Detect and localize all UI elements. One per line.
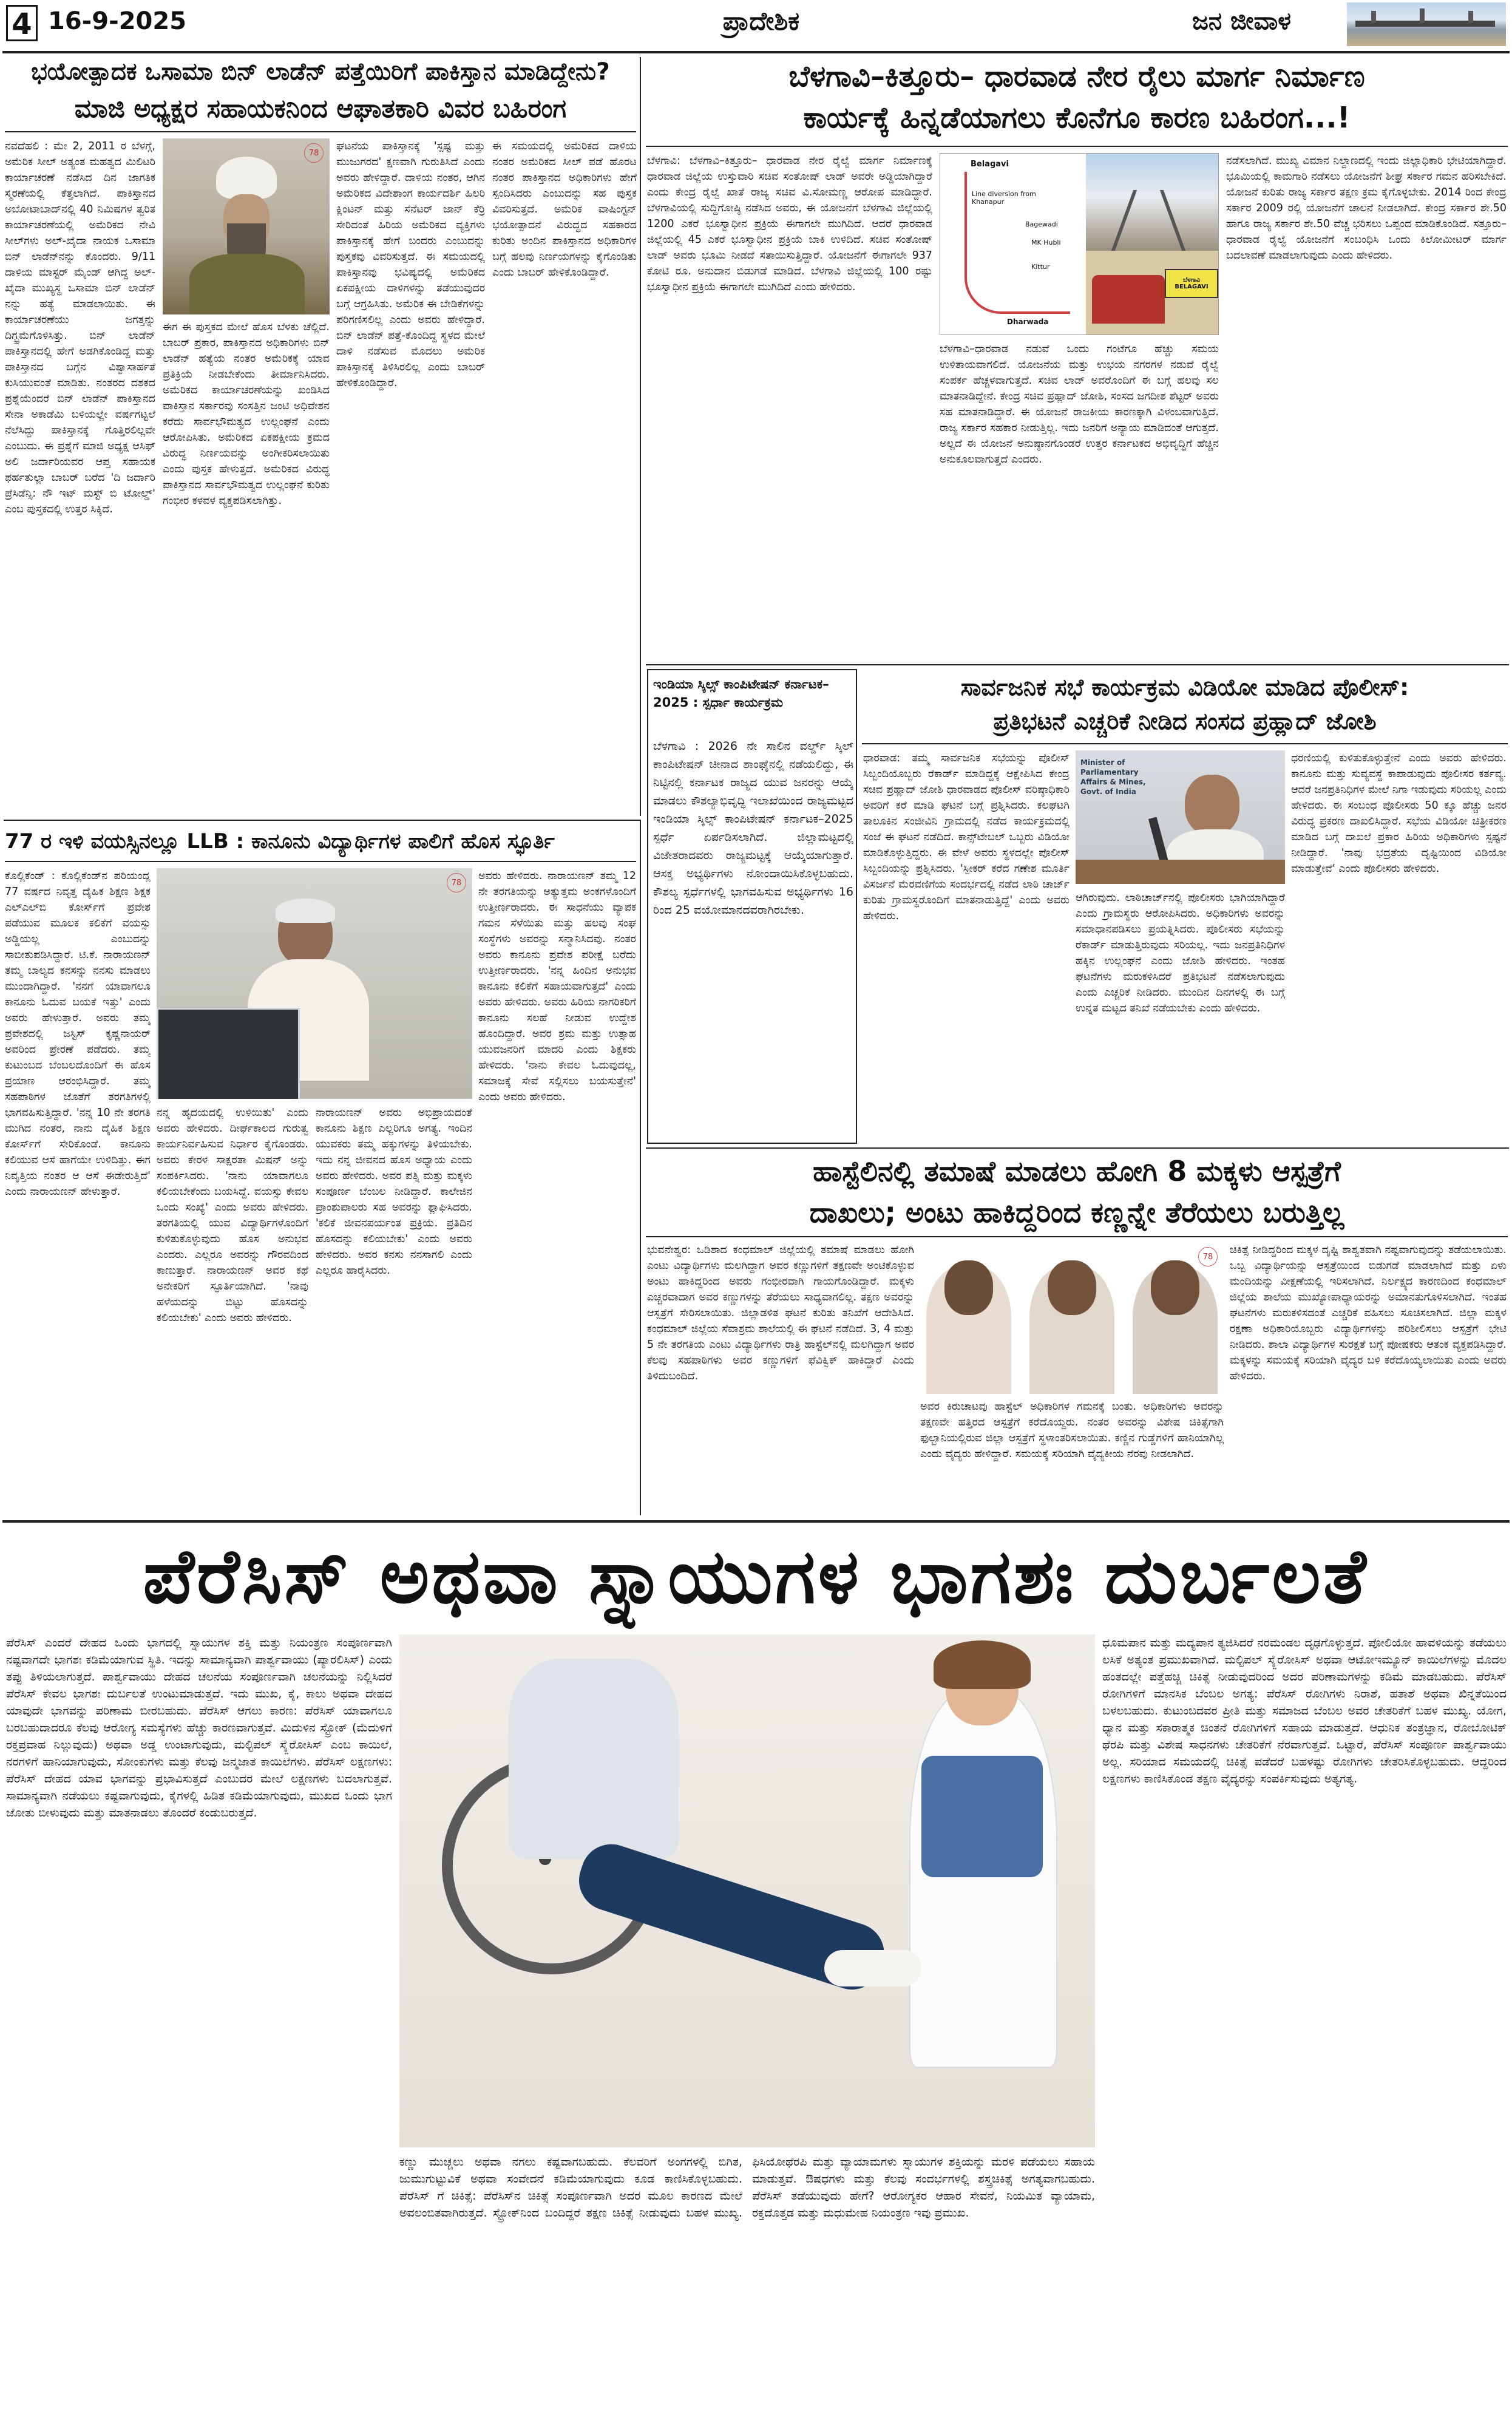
map-label-diversion: Line diversion from Khanapur — [972, 190, 1036, 206]
map-label-dharwada: Dharwada — [1007, 318, 1049, 326]
joshi-photo — [1076, 750, 1285, 884]
osama-col-4: ಈ ಸಮಯದಲ್ಲಿ ಅಮೆರಿಕದ ದಾಳಿಯ ನಂತರ ಅಮೆರಿಕದ ಸೀಲ್ ಪಡೆ ಹೊರಟ ನಂತರ ಪಾಕಿಸ್ತಾನದ ಅಧಿಕಾರಿಗಳು ಹೇಗೆ ಸ್ಪಂದಿಸಿದರು ಎಂಬುದನ್ನು ಸಹ ಪುಸ್ತಕ ವಿವರಿಸುತ್ತದೆ. ಅಮೆರಿಕ ವಾಷಿಂಗ್ಟನ್ ಭಯೋತ್ಪಾದನೆ ವಿರುದ್ಧದ ಸಹಕಾರದ ಕುರಿತು ಅಂದಿನ ಪಾಕಿಸ್ತಾನದ ಅಧಿಕಾರಿಗಳ ಬಗ್ಗೆ ಹಲವು ನಿರ್ಣಯಗಳನ್ನು ಕೈಗೊಂಡಿತು ಎಂದು ಬಾಬರ್ ಹೇಳಿಕೊಂಡಿದ್ದಾರೆ. — [492, 140, 637, 279]
section-title: ಪ್ರಾದೇಶಿಕ — [722, 6, 800, 36]
belagavi-col-1: ಬೆಳಗಾವಿ: ಬೆಳಗಾವಿ–ಕಿತ್ತೂರು– ಧಾರವಾಡ ನೇರ ರೈಲ್ವೆ ಮಾರ್ಗ ನಿರ್ಮಾಣಕ್ಕೆ ಧಾರವಾಡ ಜಿಲ್ಲೆಯ ಉಸ್ತುವಾರಿ ಸಚಿವ ಸಂತೋಷ್ ಲಾಡ್ ಅವರೇ ಅಡ್ಡಿಯಾಗಿದ್ದಾರೆ ಎಂದು ಕೇಂದ್ರ ರೈಲ್ವೆ ಖಾತೆ ರಾಜ್ಯ ಸಚಿವ ವಿ.ಸೋಮಣ್ಣ ಆರೋಪ ಮಾಡಿದ್ದಾರೆ. ಬೆಳಗಾವಿಯಲ್ಲಿ ಸುದ್ದಿಗೋಷ್ಠಿ ನಡೆಸಿದ ಅವರು, ಈ ಯೋಜನೆಗೆ ಬೆಳಗಾವಿ ಜಿಲ್ಲೆಯಲ್ಲಿ 1200 ಎಕರೆ ಭೂಸ್ವಾಧೀನ ಪ್ರಕ್ರಿಯೆ ಈಗಾಗಲೇ ಮುಗಿದಿದೆ. ಆದರೆ ಧಾರವಾಡ ಜಿಲ್ಲೆಯಲ್ಲಿ 45 ಎಕರೆ ಭೂಸ್ವಾಧೀನ ಪ್ರಕ್ರಿಯೆ ಬಾಕಿ ಉಳಿದಿದೆ. ಸಚಿವ ಸಂತೋಷ್ ಲಾಡ್ ಅವರು ಭೂಮಿ ನೀಡದೆ ಸತಾಯಿಸುತ್ತಿದ್ದಾರೆ. ಯೋಜನೆಗೆ ಈಗಾಗಲೇ 937 ಕೋಟಿ ರೂ. ಅನುದಾನ ಬಿಡುಗಡೆ ಮಾಡಿದೆ. ಬೆಳಗಾವಿ ಜಿಲ್ಲೆಯಲ್ಲಿ 100 ರಷ್ಟು ಭೂಸ್ವಾಧೀನ ಪ್ರಕ್ರಿಯೆ ಈಗಾಗಲೇ ಮುಗಿದಿದೆ ಎಂದು ಹೇಳಿದರು. — [647, 155, 932, 293]
publisher-mark-icon: 78 — [1198, 1247, 1218, 1266]
hostel-rule — [646, 1236, 1508, 1237]
osama-col-2: ಘಟನೆಯ ಪಾಕಿಸ್ತಾನಕ್ಕೆ 'ಸ್ಪಷ್ಟ ಮತ್ತು ಮುಜುಗರದ' ಕ್ಷಣವಾಗಿ ಗುರುತಿಸಿದೆ ಎಂದು ಅವರು ಹೇಳಿದ್ದಾರೆ. ದಾಳಿಯ ನಂತರ, ಆಗಿನ ಅಮೆರಿಕದ ವಿದೇಶಾಂಗ ಕಾರ್ಯದರ್ಶಿ ಹಿಲರಿ ಕ್ಲಿಂಟನ್ ಮತ್ತು ಸೆನೆಟರ್ ಜಾನ್ ಕೆರ್ರಿ ಸೇರಿದಂತೆ ಹಿರಿಯ ಅಮೆರಿಕದ ವ್ಯಕ್ತಿಗಳು ಪಾಕಿಸ್ತಾನಕ್ಕೆ ಹೇಗೆ ಬಂದರು ಎಂಬುದನ್ನು ಪುಸ್ತಕವು ವಿವರಿಸುತ್ತದೆ. ಈ ಸಮಯದಲ್ಲಿ ಪಾಕಿಸ್ತಾನವು ಭವಿಷ್ಯದಲ್ಲಿ ಅಮೆರಿಕದ ಏಕಪಕ್ಷೀಯ ದಾಳಿಗಳನ್ನು ತಡೆಯುವುದರ ಬಗ್ಗೆ ಆಗ್ರಹಿಸಿತು. ಅಮೆರಿಕ ಈ ಬೇಡಿಕೆಗಳನ್ನು ಪರಿಗಣಿಸಲಿಲ್ಲ ಎಂದು ಅವರು ಹೇಳಿದ್ದಾರೆ. ಬಿನ್ ಲಾಡೆನ್ ಪತ್ತೆ-ಕೊಂದಿದ್ದ ಸ್ಥಳದ ಮೇಲೆ ದಾಳಿ ನಡೆಸುವ ಮೊದಲು ಅಮೆರಿಕ ಪಾಕಿಸ್ತಾನಕ್ಕೆ ತಿಳಿಸಿರಲಿಲ್ಲ ಎಂದು ಬಾಬರ್ ಹೇಳಿಕೊಂಡಿದ್ದಾರೆ. — [336, 140, 485, 389]
paresis-photo — [399, 1634, 1095, 2147]
osama-headline-2: ಮಾಜಿ ಅಧ್ಯಕ್ಷರ ಸಹಾಯಕನಿಂದ ಆಘಾತಕಾರಿ ವಿವರ ಬಹಿರಂಗ — [74, 93, 567, 123]
publisher-mark-icon: 78 — [304, 143, 324, 163]
belagavi-col-3: ನಡೆಸಲಾಗಿದೆ. ಮುಖ್ಯ ವಿಮಾನ ನಿಲ್ದಾಣದಲ್ಲಿ ಇಂದು ಜಿಲ್ಲಾಧಿಕಾರಿ ಭೇಟಿಯಾಗಿದ್ದಾರೆ. ಭೂಮಿಯಲ್ಲಿ ಕಾಮಗಾರಿ ನಡೆಸಲು ಯೋಜನೆಗೆ ಶೀಘ್ರ ಸರ್ಕಾರ ಗಮನ ಹರಿಸಬೇಕಿದೆ. ಯೋಜನೆ ಕುರಿತು ರಾಜ್ಯ ಸರ್ಕಾರ ತಕ್ಷಣ ಕ್ರಮ ಕೈಗೊಳ್ಳಬೇಕು. 2014 ರಿಂದ ಕೇಂದ್ರ ಸರ್ಕಾರ 2009 ರಲ್ಲಿ ಯೋಜನೆಗೆ ಚಾಲನೆ ನೀಡಲಾಗಿದೆ. ಕೇಂದ್ರ ಸರ್ಕಾರ ಶೇ.50 ಹಾಗೂ ರಾಜ್ಯ ಸರ್ಕಾರ ಶೇ.50 ವೆಚ್ಚ ಭರಿಸಲು ಒಪ್ಪಂದ ಮಾಡಿಕೊಂಡಿದೆ. ಸತ್ತೂರು–ಧಾರವಾಡ ರೈಲ್ವೆ ಯೋಜನೆಗೆ ಸಂಬಂಧಿಸಿ ಒಂದು ಕಿಲೋಮೀಟರ್ ಮಾರ್ಗ ಬದಲಾವಣೆ ಮಾಡಲಾಗುವುದು ಎಂದು ಹೇಳಿದರು. — [1226, 155, 1507, 262]
osama-headline-1: ಭಯೋತ್ಪಾದಕ ಒಸಾಮಾ ಬಿನ್ ಲಾಡೆನ್ ಪತ್ತೆಯಿರಿಗೆ ಪಾಕಿಸ್ತಾನ ಮಾಡಿದ್ದೇನು? — [31, 58, 610, 86]
paper-name: ಜನ ಜೀವಾಳ — [1192, 7, 1291, 35]
llb-col-4: ನಾರಾಯಣನ್ ಅವರು ಅಭಿಪ್ರಾಯದಂತೆ ಕಾನೂನು ಶಿಕ್ಷಣ ಎಲ್ಲರಿಗೂ ಅಗತ್ಯ. ಇಂದಿನ ಯುವಕರು ತಮ್ಮ ಹಕ್ಕುಗಳನ್ನು ತಿಳಿಯಬೇಕು. ಇದು ನನ್ನ ಜೀವನದ ಹೊಸ ಅಧ್ಯಾಯ ಎಂದು ಅವರು ಹೇಳಿದರು. ಅವರ ಪತ್ನಿ ಮತ್ತು ಮಕ್ಕಳು ಸಂಪೂರ್ಣ ಬೆಂಬಲ ನೀಡಿದ್ದಾರೆ. ಕಾಲೇಜಿನ ಪ್ರಾಂಶುಪಾಲರು ಸಹ ಅವರನ್ನು ಶ್ಲಾಘಿಸಿದರು. 'ಕಲಿಕೆ ಜೀವನಪರ್ಯಂತ ಪ್ರಕ್ರಿಯೆ. ಪ್ರತಿದಿನ ಹೊಸದನ್ನು ಕಲಿಯಬೇಕು' ಎಂದು ಅವರು ಹೇಳಿದರು. ಅವರ ಕನಸು ನನಸಾಗಲಿ ಎಂದು ಎಲ್ಲರೂ ಹಾರೈಸಿದರು. — [316, 1107, 472, 1277]
joshi-col-3: ಧರಣಿಯಲ್ಲಿ ಕುಳಿತುಕೊಳ್ಳುತ್ತೇನೆ ಎಂದು ಅವರು ಹೇಳಿದರು. ಕಾನೂನು ಮತ್ತು ಸುವ್ಯವಸ್ಥೆ ಕಾಪಾಡುವುದು ಪೊಲೀಸರ ಕರ್ತವ್ಯ. ಆದರೆ ಜನಪ್ರತಿನಿಧಿಗಳ ಮೇಲೆ ನಿಗಾ ಇಡುವುದು ಸರಿಯಲ್ಲ ಎಂದು ಹೇಳಿದರು. ಈ ಸಂಬಂಧ ಪೊಲೀಸರು 50 ಕ್ಕೂ ಹೆಚ್ಚು ಜನರ ವಿರುದ್ಧ ಪ್ರಕರಣ ದಾಖಲಿಸಿದ್ದಾರೆ. ಸಭೆಯ ವಿಡಿಯೋ ಚಿತ್ರೀಕರಣ ಮಾಡಿದ ಬಗ್ಗೆ ದಾಖಲೆ ಪ್ರಕಾರ ಹಿರಿಯ ಅಧಿಕಾರಿಗಳು ಸ್ಪಷ್ಟನೆ ನೀಡಿದ್ದಾರೆ. 'ನಾವು ಭದ್ರತೆಯ ದೃಷ್ಟಿಯಿಂದ ವಿಡಿಯೋ ಮಾಡುತ್ತೇವೆ' ಎಂದು ಪೊಲೀಸರು ಹೇಳಿದರು. — [1291, 752, 1507, 875]
skills-title: ಇಂಡಿಯಾ ಸ್ಕಿಲ್ಸ್ ಕಾಂಪಿಟೇಷನ್ ಕರ್ನಾಟಕ–2025 : ಸ್ಪರ್ಧಾ ಕಾರ್ಯಕ್ರಮ — [653, 677, 829, 710]
joshi-bottom-rule — [646, 1147, 1509, 1149]
train-image — [1086, 251, 1219, 335]
paresis-col-1: ಪೆರೆಸಿಸ್ ಎಂದರೆ ದೇಹದ ಒಂದು ಭಾಗದಲ್ಲಿ ಸ್ನಾಯುಗಳ ಶಕ್ತಿ ಮತ್ತು ನಿಯಂತ್ರಣ ಸಂಪೂರ್ಣವಾಗಿ ನಷ್ಟವಾಗದೇ ಭಾಗಶಃ ಕಡಿಮೆಯಾಗುವ ಸ್ಥಿತಿ. ಇದನ್ನು ಸಾಮಾನ್ಯವಾಗಿ ಪಾರ್ಶ್ವವಾಯು (ಪ್ಯಾರಲಿಸಿಸ್) ಎಂದು ತಪ್ಪು ತಿಳಿಯಲಾಗುತ್ತದೆ. ಪಾರ್ಶ್ವವಾಯು ದೇಹದ ಚಲನೆಯ ಸಂಪೂರ್ಣವಾಗಿ ಚಲನೆಯನ್ನು ನಿಲ್ಲಿಸಿದರೆ ಪೆರೆಸಿಸ್ ಕೇವಲ ಭಾಗಶಃ ದುರ್ಬಲತೆ ಉಂಟುಮಾಡುತ್ತದೆ. ಇದು ಮುಖ, ಕೈ, ಕಾಲು ಅಥವಾ ದೇಹದ ಯಾವುದೇ ಭಾಗವನ್ನು ಪರಿಣಾಮ ಬೀರಬಹುದು. ಪೆರೆಸಿಸ್ ಆಗಲು ಕಾರಣ: ಪೆರೆಸಿಸ್ ಯಾವಾಗಲೂ ಬರಬಹುದಾದರೂ ಕೆಲವು ಆರೋಗ್ಯ ಸಮಸ್ಯೆಗಳು ಹೆಚ್ಚು ಕಾರಣವಾಗುತ್ತವೆ. ಮಿದುಳಿನ ಸ್ಟ್ರೋಕ್ (ಮೆದುಳಿಗೆ ರಕ್ತಪ್ರವಾಹ ನಿಲ್ಲುವುದು) ಅಥವಾ ಅಡ್ಡ ಉಂಟಾಗುವುದು, ಮಲ್ಟಿಪಲ್ ಸ್ಕ್ಲೆರೋಸಿಸ್ ಎಂಬ ಕಾಯಿಲೆ, ನರಗಳಿಗೆ ಹಾನಿಯಾಗುವುದು, ಸೋಂಕುಗಳು ಮತ್ತು ಕೆಲವು ಜನ್ಮಜಾತ ಕಾಯಿಲೆಗಳು. ಪೆರೆಸಿಸ್ ಲಕ್ಷಣಗಳು: ಪೆರೆಸಿಸ್ ದೇಹದ ಯಾವ ಭಾಗವನ್ನು ಪ್ರಭಾವಿಸುತ್ತದೆ ಎಂಬುದರ ಮೇಲೆ ಲಕ್ಷಣಗಳು ಬದಲಾಗುತ್ತವೆ. ಸಾಮಾನ್ಯವಾಗಿ ನಡೆಯಲು ಕಷ್ಟವಾಗುವುದು, ಕೈಗಳಲ್ಲಿ ಹಿಡಿತ ಕಡಿಮೆಯಾಗುವುದು, ಮುಖದ ಒಂದು ಭಾಗ ಜೋತು ಬೀಳುವುದು ಮತ್ತು ಮಾತನಾಡಲು ತೊಂದರೆ ಕಂಡುಬರುತ್ತದೆ. — [6, 1636, 392, 1820]
belagavi-rule — [646, 146, 1508, 147]
joshi-col-1: ಧಾರವಾಡ: ತಮ್ಮ ಸಾರ್ವಜನಿಕ ಸಭೆಯನ್ನು ಪೊಲೀಸ್ ಸಿಬ್ಬಂದಿಯೊಬ್ಬರು ರೆಕಾರ್ಡ್ ಮಾಡಿದ್ದಕ್ಕೆ ಆಕ್ಷೇಪಿಸಿದ ಕೇಂದ್ರ ಸಚಿವ ಪ್ರಹ್ಲಾದ್ ಜೋಶಿ ಧಾರವಾಡದ ಪೊಲೀಸ್ ವರಿಷ್ಠಾಧಿಕಾರಿ ಅವರಿಗೆ ಕರೆ ಮಾಡಿ ಘಟನೆ ಬಗ್ಗೆ ಪ್ರಶ್ನಿಸಿದರು. ಕಲಘಟಗಿ ತಾಲೂಕಿನ ಸಂಜೀವಿನಿ ಗ್ರಾಮದಲ್ಲಿ ನಡೆದ ಕಾರ್ಯಕ್ರಮದಲ್ಲಿ ಸಂಜೆ ಈ ಘಟನೆ ನಡೆದಿದೆ. ಕಾನ್ಸ್‌ಟೇಬಲ್ ಒಬ್ಬರು ವಿಡಿಯೋ ಮಾಡಿಕೊಳ್ಳುತ್ತಿದ್ದರು. ಈ ವೇಳೆ ಅವರು ಸ್ಥಳದಲ್ಲೇ ಪೊಲೀಸ್ ಸಿಬ್ಬಂದಿಯನ್ನು ಪ್ರಶ್ನಿಸಿದರು. 'ಸ್ಪೀಕರ್ ಕರೆದ ಗಣೇಶ ಮೂರ್ತಿ ವಿಸರ್ಜನೆ ಮೆರವಣಿಗೆಯ ಸಂದರ್ಭದಲ್ಲಿ ನಡೆದ ಲಾಠಿ ಚಾರ್ಜ್ ಕುರಿತು ಗ್ರಾಮಸ್ಥರೊಂದಿಗೆ ಮಾತನಾಡುತ್ತಿದ್ದೆ' ಎಂದು ಅವರು ಹೇಳಿದರು. — [863, 752, 1070, 922]
hostel-col-1: ಭುವನೇಶ್ವರ: ಒಡಿಶಾದ ಕಂಧಮಾಲ್ ಜಿಲ್ಲೆಯಲ್ಲಿ ತಮಾಷೆ ಮಾಡಲು ಹೋಗಿ ಎಂಟು ವಿದ್ಯಾರ್ಥಿಗಳು ಮಲಗಿದ್ದಾಗ ಅವರ ಕಣ್ಣುಗಳಿಗೆ ತಕ್ಷಣವೇ ಅಂಟಿಕೊಳ್ಳುವ ಅಂಟು ಹಾಕಿದ್ದರಿಂದ ಅವರು ಗಂಭೀರವಾಗಿ ಗಾಯಗೊಂಡಿದ್ದಾರೆ. ಮಕ್ಕಳು ಎಚ್ಚರವಾದಾಗ ಅವರ ಕಣ್ಣುಗಳನ್ನು ತೆರೆಯಲು ಸಾಧ್ಯವಾಗಲಿಲ್ಲ. ತಕ್ಷಣ ಅವರನ್ನು ಆಸ್ಪತ್ರೆಗೆ ಸೇರಿಸಲಾಯಿತು. ಜಿಲ್ಲಾಡಳಿತ ಘಟನೆ ಕುರಿತು ತನಿಖೆಗೆ ಆದೇಶಿಸಿದೆ. ಕಂಧಮಾಲ್ ಜಿಲ್ಲೆಯ ಸೆವಾಶ್ರಮ ಶಾಲೆಯಲ್ಲಿ ಈ ಘಟನೆ ನಡೆದಿದೆ. 3, 4 ಮತ್ತು 5 ನೇ ತರಗತಿಯ ಎಂಟು ವಿದ್ಯಾರ್ಥಿಗಳು ರಾತ್ರಿ ಹಾಸ್ಟೆಲ್‌ನಲ್ಲಿ ಮಲಗಿದ್ದಾಗ ಅವರ ಕೆಲವು ಸಹಪಾಠಿಗಳು ಅವರ ಕಣ್ಣುಗಳಿಗೆ ಫೆವಿಕ್ವಿಕ್ ಹಾಕಿದ್ದಾರೆ ಎಂದು ತಿಳಿದುಬಂದಿದೆ. — [647, 1244, 914, 1382]
map-label-mkhubli: MK Hubli — [1031, 239, 1061, 246]
hostel-headline-2: ದಾಖಲು; ಅಂಟು ಹಾಕಿದ್ದರಿಂದ ಕಣ್ಣನ್ನೇ ತೆರೆಯಲು ಬರುತ್ತಿಲ್ಲ — [809, 1196, 1344, 1229]
belagavi-bottom-rule — [646, 664, 1509, 665]
joshi-col-2: ಆಗಿರುವುದು. ಲಾಠಿಚಾರ್ಜ್‌ನಲ್ಲಿ ಪೊಲೀಸರು ಭಾಗಿಯಾಗಿದ್ದಾರೆ ಎಂದು ಗ್ರಾಮಸ್ಥರು ಆರೋಪಿಸಿದರು. ಅಧಿಕಾರಿಗಳು ಅವರನ್ನು ಸಮಾಧಾನಪಡಿಸಲು ಪ್ರಯತ್ನಿಸಿದರು. ಪೊಲೀಸರು ಸಭೆಯನ್ನು ರೆಕಾರ್ಡ್ ಮಾಡುತ್ತಿರುವುದು ಸರಿಯಲ್ಲ. ಇದು ಜನಪ್ರತಿನಿಧಿಗಳ ಹಕ್ಕಿನ ಉಲ್ಲಂಘನೆ ಎಂದು ಜೋಶಿ ಹೇಳಿದರು. ಇಂತಹ ಘಟನೆಗಳು ಮರುಕಳಿಸಿದರೆ ಪ್ರತಿಭಟನೆ ನಡೆಸಲಾಗುವುದು ಎಂದು ಎಚ್ಚರಿಕೆ ನೀಡಿದರು. ಮುಂದಿನ ದಿನಗಳಲ್ಲಿ ಈ ಬಗ್ಗೆ ಉನ್ನತ ಮಟ್ಟದ ತನಿಖೆ ನಡೆಯಬೇಕು ಎಂದು ಹೇಳಿದರು. — [1076, 892, 1285, 1014]
map-label-belagavi: Belagavi — [971, 160, 1009, 169]
osama-col-3: ಈಗ ಈ ಪುಸ್ತಕದ ಮೇಲೆ ಹೊಸ ಬೆಳಕು ಚೆಲ್ಲಿದೆ. ಬಾಬರ್ ಪ್ರಕಾರ, ಪಾಕಿಸ್ತಾನದ ಅಧಿಕಾರಿಗಳು ಬಿನ್ ಲಾಡೆನ್ ಹತ್ಯೆಯ ನಂತರ ಅಮೆರಿಕಕ್ಕೆ ಯಾವ ಪ್ರತಿಕ್ರಿಯೆ ನೀಡಬೇಕೆಂದು ತೀರ್ಮಾನಿಸಿದರು. ಅಮೆರಿಕದ ಕಾರ್ಯಾಚರಣೆಯನ್ನು ಖಂಡಿಸಿದ ಪಾಕಿಸ್ತಾನ ಸರ್ಕಾರವು ಸಂಸತ್ತಿನ ಜಂಟಿ ಅಧಿವೇಶನ ಕರೆದು ಸಾರ್ವಭೌಮತ್ವದ ಉಲ್ಲಂಘನೆ ಎಂದು ಆರೋಪಿಸಿತು. ಅಮೆರಿಕದ ಏಕಪಕ್ಷೀಯ ಕ್ರಮದ ವಿರುದ್ಧ ನಿರ್ಣಯವನ್ನು ಅಂಗೀಕರಿಸಲಾಯಿತು ಎಂದು ಪುಸ್ತಕ ಹೇಳುತ್ತದೆ. ಅಮೆರಿಕದ ವಿರುದ್ಧ ಪಾಕಿಸ್ತಾನದ ಸಾರ್ವಭೌಮತ್ವದ ಉಲ್ಲಂಘನೆ ಕುರಿತು ಗಂಭೀರ ಕಳವಳ ವ್ಯಕ್ತಪಡಿಸಲಾಗಿತ್ತು. — [163, 321, 330, 507]
hostel-story — [646, 1151, 1509, 1515]
paresis-col-3: ಧೂಮಪಾನ ಮತ್ತು ಮದ್ಯಪಾನ ತ್ಯಜಿಸಿದರೆ ನರಮಂಡಲ ದೃಢಗೊಳ್ಳುತ್ತದೆ. ಪೋಲಿಯೋ ಹಾವಳಿಯನ್ನು ತಡೆಯಲು ಲಸಿಕೆ ಅತ್ಯಂತ ಪ್ರಮುಖವಾಗಿದೆ. ಮಲ್ಟಿಪಲ್ ಸ್ಕ್ಲೆರೋಸಿಸ್ ಅಥವಾ ಆಟೋಇಮ್ಯೂನ್ ಕಾಯಿಲೆಗಳನ್ನು ಮೊದಲ ಹಂತದಲ್ಲೇ ಪತ್ತೆಹಚ್ಚಿ ಚಿಕಿತ್ಸೆ ನೀಡುವುದರಿಂದ ಅದರ ಪರಿಣಾಮಗಳನ್ನು ಕಡಿಮೆ ಮಾಡಬಹುದು. ಪೆರೆಸಿಸ್ ರೋಗಿಗಳಿಗೆ ಮಾನಸಿಕ ಬೆಂಬಲ ಅಗತ್ಯ: ಪೆರೆಸಿಸ್ ರೋಗಿಗಳು ನಿರಾಶೆ, ಹತಾಶೆ ಅಥವಾ ಖಿನ್ನತೆಯಿಂದ ಬಳಲಬಹುದು. ಕುಟುಂಬದವರ ಪ್ರೀತಿ ಮತ್ತು ಸಮಾಜದ ಬೆಂಬಲ ಅವರ ಚೇತರಿಕೆಗೆ ಬಹಳ ಮುಖ್ಯ. ಯೋಗ, ಧ್ಯಾನ ಮತ್ತು ಸಕಾರಾತ್ಮಕ ಚಿಂತನೆ ರೋಗಿಗಳಿಗೆ ಸಹಾಯ ಮಾಡುತ್ತದೆ. ಆಧುನಿಕ ತಂತ್ರಜ್ಞಾನ, ರೋಬೋಟಿಕ್ ಥೆರಪಿ ಮತ್ತು ವಿಶೇಷ ಸಾಧನಗಳು ಚೇತರಿಕೆಗೆ ನೆರವಾಗುತ್ತವೆ. ಒಟ್ಟಾರೆ, ಪೆರೆಸಿಸ್ ಸಂಪೂರ್ಣ ಪಾರ್ಶ್ವವಾಯು ಅಲ್ಲ. ಸರಿಯಾದ ಸಮಯದಲ್ಲಿ ಚಿಕಿತ್ಸೆ ಪಡೆದರೆ ಬಹಳಷ್ಟು ರೋಗಿಗಳು ಚೇತರಿಸಿಕೊಳ್ಳಬಹುದು. ಆದ್ದರಿಂದ ಲಕ್ಷಣಗಳು ಕಾಣಿಸಿಕೊಂಡ ತಕ್ಷಣ ವೈದ್ಯರನ್ನು ಸಂಪರ್ಕಿಸುವುದು ಅತ್ಯಗತ್ಯ. — [1102, 1636, 1507, 1786]
paresis-top-rule — [2, 1520, 1510, 1523]
issue-date: 16-9-2025 — [48, 7, 187, 35]
masthead-image — [1347, 2, 1506, 46]
publisher-mark-icon: 78 — [447, 873, 466, 892]
rail-track-image — [1086, 154, 1219, 251]
llb-col-2: ನನ್ನ ಹೃದಯದಲ್ಲಿ ಉಳಿಯಿತು' ಎಂದು ಅವರು ಹೇಳಿದರು. ದೀರ್ಘಕಾಲದ ಗುರುತ್ವ ಕಾರ್ಯನಿರ್ವಹಿಸುವ ನಿರ್ಧಾರ ಕೈಗೊಂಡರು. ಅವರು ಕೇರಳ ಸಾಕ್ಷರತಾ ಮಿಷನ್ ಅನ್ನು ಸಂಪರ್ಕಿಸಿದರು. 'ನಾನು ಯಾವಾಗಲೂ ಕಲಿಯಬೇಕೆಂದು ಬಯಸಿದ್ದೆ. ವಯಸ್ಸು ಕೇವಲ ಒಂದು ಸಂಖ್ಯೆ' ಎಂದು ಅವರು ಹೇಳಿದರು. ತರಗತಿಯಲ್ಲಿ ಯುವ ವಿದ್ಯಾರ್ಥಿಗಳೊಂದಿಗೆ ಕುಳಿತುಕೊಳ್ಳುವುದು ಹೊಸ ಅನುಭವ ಎಂದರು. ಎಲ್ಲರೂ ಅವರನ್ನು ಗೌರವದಿಂದ ಕಾಣುತ್ತಾರೆ. ನಾರಾಯಣನ್ ಅವರ ಕಥೆ ಅನೇಕರಿಗೆ ಸ್ಫೂರ್ತಿಯಾಗಿದೆ. 'ನಾವು ಹಳೆಯದನ್ನು ಬಿಟ್ಟು ಹೊಸದನ್ನು ಕಲಿಯಬೇಕು' ಎಂದು ಅವರು ಹೇಳಿದರು. — [157, 1107, 308, 1324]
llb-col-3: ಅವರು ಹೇಳಿದರು. ನಾರಾಯಣನ್ ತಮ್ಮ 12 ನೇ ತರಗತಿಯನ್ನು ಅತ್ಯುತ್ತಮ ಅಂಕಗಳೊಂದಿಗೆ ಉತ್ತೀರ್ಣರಾದರು. ಈ ಸಾಧನೆಯು ವ್ಯಾಪಕ ಗಮನ ಸೆಳೆಯಿತು ಮತ್ತು ಹಲವು ಸಂಘ ಸಂಸ್ಥೆಗಳು ಅವರನ್ನು ಸನ್ಮಾನಿಸಿದವು. ನಂತರ ಅವರು ಕಾನೂನು ಪ್ರವೇಶ ಪರೀಕ್ಷೆ ಬರೆದು ಉತ್ತೀರ್ಣರಾದರು. 'ನನ್ನ ಹಿಂದಿನ ಅನುಭವ ಕಾನೂನು ಕಲಿಕೆಗೆ ಸಹಾಯವಾಗುತ್ತದೆ' ಎಂದು ಅವರು ಹೇಳಿದರು. ಅವರು ಹಿರಿಯ ನಾಗರಿಕರಿಗೆ ಕಾನೂನು ಸಲಹೆ ನೀಡುವ ಉದ್ದೇಶ ಹೊಂದಿದ್ದಾರೆ. ಅವರ ಶ್ರಮ ಮತ್ತು ಉತ್ಸಾಹ ಯುವಜನರಿಗೆ ಮಾದರಿ ಎಂದು ಶಿಕ್ಷಕರು ಹೇಳಿದರು. 'ನಾನು ಕೇವಲ ಓದುವುದಲ್ಲ, ಸಮಾಜಕ್ಕೆ ಸೇವೆ ಸಲ್ಲಿಸಲು ಬಯಸುತ್ತೇನೆ' ಎಂದು ಅವರು ಹೇಳಿದರು. — [478, 870, 636, 1103]
joshi-story — [862, 669, 1509, 1144]
skills-notice — [647, 669, 857, 1144]
paresis-col-2: ಕಣ್ಣು ಮುಚ್ಚಲು ಅಥವಾ ನಗಲು ಕಷ್ಟವಾಗಬಹುದು. ಕೆಲವರಿಗೆ ಅಂಗಗಳಲ್ಲಿ ಬಿಗಿತ, ಜುಮುಗುಟ್ಟುವಿಕೆ ಅಥವಾ ಸಂವೇದನೆ ಕಡಿಮೆಯಾಗುವುದು ಕೂಡ ಕಾಣಿಸಿಕೊಳ್ಳಬಹುದು. ಪೆರೆಸಿಸ್ ಗೆ ಚಿಕಿತ್ಸೆ: ಪೆರೆಸಿಸ್‌ನ ಚಿಕಿತ್ಸೆ ಸಂಪೂರ್ಣವಾಗಿ ಅದರ ಮೂಲ ಕಾರಣದ ಮೇಲೆ ಅವಲಂಬಿತವಾಗಿರುತ್ತದೆ. ಸ್ಟ್ರೋಕ್‌ನಿಂದ ಬಂದಿದ್ದರೆ ತಕ್ಷಣ ಚಿಕಿತ್ಸೆ ನೀಡುವುದು ಬಹಳ ಮುಖ್ಯ. ಫಿಸಿಯೋಥೆರಪಿ ಮತ್ತು ವ್ಯಾಯಾಮಗಳು ಸ್ನಾಯುಗಳ ಶಕ್ತಿಯನ್ನು ಮರಳಿ ಪಡೆಯಲು ಸಹಾಯ ಮಾಡುತ್ತವೆ. ಔಷಧಗಳು ಮತ್ತು ಕೆಲವು ಸಂದರ್ಭಗಳಲ್ಲಿ ಶಸ್ತ್ರಚಿಕಿತ್ಸೆ ಅಗತ್ಯವಾಗಬಹುದು. ಪೆರೆಸಿಸ್ ತಡೆಯುವುದು ಹೇಗೆ? ಆರೋಗ್ಯಕರ ಆಹಾರ ಸೇವನೆ, ನಿಯಮಿತ ವ್ಯಾಯಾಮ, ರಕ್ತದೊತ್ತಡ ಮತ್ತು ಮಧುಮೇಹ ನಿಯಂತ್ರಣ ಇವು ಪ್ರಮುಖ. — [399, 2155, 1095, 2220]
osama-photo — [163, 138, 330, 314]
llb-headline: 77 ರ ಇಳಿ ವಯಸ್ಸಿನಲ್ಲೂ LLB : ಕಾನೂನು ವಿದ್ಯಾರ್ಥಿಗಳ ಪಾಲಿಗೆ ಹೊಸ ಸ್ಫೂರ್ತಿ — [5, 829, 555, 854]
hostel-col-2: ಚಿಕಿತ್ಸೆ ನೀಡಿದ್ದರಿಂದ ಮಕ್ಕಳ ದೃಷ್ಟಿ ಶಾಶ್ವತವಾಗಿ ನಷ್ಟವಾಗುವುದನ್ನು ತಡೆಯಲಾಯಿತು. ಒಬ್ಬ ವಿದ್ಯಾರ್ಥಿಯನ್ನು ಆಸ್ಪತ್ರೆಯಿಂದ ಬಿಡುಗಡೆ ಮಾಡಲಾಗಿದೆ ಮತ್ತು ಏಳು ಮಂದಿಯನ್ನು ವೀಕ್ಷಣೆಯಲ್ಲಿ ಇರಿಸಲಾಗಿದೆ. ನಿರ್ಲಕ್ಷ್ಯದ ಕಾರಣದಿಂದ ಕಂಧಮಾಲ್ ಜಿಲ್ಲೆಯ ಶಾಲೆಯ ಮುಖ್ಯೋಪಾಧ್ಯಾಯರನ್ನು ಅಮಾನತುಗೊಳಿಸಲಾಗಿದೆ. ಇಂತಹ ಘಟನೆಗಳು ಮರುಕಳಿಸದಂತೆ ಎಚ್ಚರಿಕೆ ವಹಿಸಲು ಸೂಚಿಸಲಾಗಿದೆ. ಜಿಲ್ಲಾ ಮಕ್ಕಳ ರಕ್ಷಣಾ ಅಧಿಕಾರಿಯೊಬ್ಬರು ವಿದ್ಯಾರ್ಥಿಗಳನ್ನು ಪರಿಶೀಲಿಸಲು ಆಸ್ಪತ್ರೆಗೆ ಭೇಟಿ ನೀಡಿದರು. ಶಾಲಾ ವಿದ್ಯಾರ್ಥಿಗಳ ಸುರಕ್ಷತೆ ಬಗ್ಗೆ ಪೋಷಕರು ಆತಂಕ ವ್ಯಕ್ತಪಡಿಸಿದ್ದಾರೆ. ಮಕ್ಕಳನ್ನು ಸಮಯಕ್ಕೆ ಸರಿಯಾಗಿ ವೈದ್ಯರ ಬಳಿ ಕರೆದೊಯ್ಯಲಾಯಿತು ಎಂದು ಅವರು ಹೇಳಿದರು. — [1230, 1244, 1507, 1382]
hostel-headline-1: ಹಾಸ್ಟೆಲಿನಲ್ಲಿ ತಮಾಷೆ ಮಾಡಲು ಹೋಗಿ 8 ಮಕ್ಕಳು ಆಸ್ಪತ್ರೆಗೆ — [813, 1155, 1341, 1188]
doctor-figure — [909, 1689, 1057, 2068]
belagavi-headline-2: ಕಾರ್ಯಕ್ಕೆ ಹಿನ್ನಡೆಯಾಗಲು ಕೊನೆಗೂ ಕಾರಣ ಬಹಿರಂಗ...! — [803, 101, 1351, 135]
belagavi-col-2: ಬೆಳಗಾವಿ–ಧಾರವಾಡ ನಡುವೆ ಒಂದು ಗಂಟೆಗೂ ಹೆಚ್ಚು ಸಮಯ ಉಳಿತಾಯವಾಗಲಿದೆ. ಯೋಜನೆಯ ಮತ್ತು ಉಭಯ ನಗರಗಳ ನಡುವೆ ರೈಲ್ವೆ ಸಂಪರ್ಕ ಹೆಚ್ಚಳವಾಗುತ್ತದೆ. ಸಚಿವ ಲಾಡ್ ಅವರೊಂದಿಗೆ ಈ ಬಗ್ಗೆ ಹಲವು ಸಲ ಮಾತನಾಡಿದ್ದೇನೆ. ಕೇಂದ್ರ ಸಚಿವ ಪ್ರಹ್ಲಾದ್ ಜೋಶಿ, ಸಂಸದ ಜಗದೀಶ ಶೆಟ್ಟರ್ ಅವರು ಸಹ ಮಾತನಾಡಿದ್ದಾರೆ. ಈ ಯೋಜನೆ ರಾಜಕೀಯ ಕಾರಣಕ್ಕಾಗಿ ವಿಳಂಬವಾಗುತ್ತಿದೆ. ರಾಜ್ಯ ಸರ್ಕಾರ ಸಹಕಾರ ನೀಡುತ್ತಿಲ್ಲ. ಇದು ಜನರಿಗೆ ಅನ್ಯಾಯ ಮಾಡಿದಂತೆ ಆಗುತ್ತದೆ. ಅಲ್ಲದೆ ಈ ಯೋಜನೆ ಅನುಷ್ಠಾನಗೊಂಡರೆ ಉತ್ತರ ಕರ್ನಾಟಕದ ಅಭಿವೃದ್ಧಿಗೆ ಹೆಚ್ಚಿನ ಅನುಕೂಲವಾಗುತ್ತದೆ ಎಂದರು. — [940, 343, 1219, 466]
osama-rule — [5, 131, 636, 132]
patient-figure — [509, 1659, 679, 1859]
belagavi-headline-1: ಬೆಳಗಾವಿ–ಕಿತ್ತೂರು– ಧಾರವಾಡ ನೇರ ರೈಲು ಮಾರ್ಗ ನಿರ್ಮಾಣ — [788, 59, 1365, 93]
skills-body: ಬೆಳಗಾವಿ : 2026 ನೇ ಸಾಲಿನ ವರ್ಲ್ಡ್ ಸ್ಕಿಲ್ ಕಾಂಪಿಟೇಷನ್ ಚೀನಾದ ಶಾಂಘೈನಲ್ಲಿ ನಡೆಯಲಿದ್ದು, ಈ ನಿಟ್ಟಿನಲ್ಲಿ ಕರ್ನಾಟಕ ರಾಜ್ಯದ ಯುವ ಜನರನ್ನು ಆಯ್ಕೆ ಮಾಡಲು ಕೌಶಲ್ಯಾಭಿವೃದ್ಧಿ ಇಲಾಖೆಯಿಂದ ರಾಜ್ಯಮಟ್ಟದ ಇಂಡಿಯಾ ಸ್ಕಿಲ್ಸ್ ಕಾಂಪಿಟೇಷನ್ ಕರ್ನಾಟಕ–2025 ಸ್ಪರ್ಧೆ ಏರ್ಪಡಿಸಲಾಗಿದೆ. ಜಿಲ್ಲಾಮಟ್ಟದಲ್ಲಿ ವಿಜೇತರಾದವರು ರಾಜ್ಯಮಟ್ಟಕ್ಕೆ ಆಯ್ಕೆಯಾಗುತ್ತಾರೆ. ಆಸಕ್ತ ಅಭ್ಯರ್ಥಿಗಳು ನೋಂದಾಯಿಸಿಕೊಳ್ಳಬಹುದು. ಕೌಶಲ್ಯ ಸ್ಪರ್ಧೆಗಳಲ್ಲಿ ಭಾಗವಹಿಸುವ ಅಭ್ಯರ್ಥಿಗಳು 16 ರಿಂದ 25 ವಯೋಮಾನದವರಾಗಿರಬೇಕು. — [653, 739, 853, 917]
llb-story — [4, 820, 641, 1515]
joshi-nameplate: Minister of Parliamentary Affairs & Mines, Govt. of India — [1080, 758, 1146, 796]
paresis-headline: ಪೆರೆಸಿಸ್ ಅಥವಾ ಸ್ನಾಯುಗಳ ಭಾಗಶಃ ದುರ್ಬಲತೆ — [143, 1533, 1369, 1620]
osama-col-1: ನವದೆಹಲಿ : ಮೇ 2, 2011 ರ ಬೆಳಗ್ಗೆ, ಅಮೆರಿಕ ಸೀಲ್ ಅತ್ಯಂತ ಮಹತ್ವದ ಮಿಲಿಟರಿ ಕಾರ್ಯಾಚರಣೆ ನಡೆಸಿದ ದಿನ ಜಾಗತಿಕ ಸ್ಮರಣೆಯಲ್ಲಿ ಕೆತ್ತಲಾಗಿದೆ. ಪಾಕಿಸ್ತಾನದ ಅಬೋಟಾಬಾದ್‌ನಲ್ಲಿ 40 ನಿಮಿಷಗಳ ತ್ವರಿತ ಕಾರ್ಯಾಚರಣೆಯಲ್ಲಿ ಅಮೆರಿಕದ ನೇವಿ ಸೀಲ್‌ಗಳು ಅಲ್-ಖೈದಾ ನಾಯಕ ಒಸಾಮಾ ಬಿನ್ ಲಾಡೆನ್‌ನನ್ನು ಕೊಂದರು. 9/11 ದಾಳಿಯ ಮಾಸ್ಟರ್ ಮೈಂಡ್ ಆಗಿದ್ದ ಅಲ್-ಖೈದಾ ಮುಖ್ಯಸ್ಥ ಒಸಾಮಾ ಬಿನ್ ಲಾಡೆನ್ ನನ್ನು ಹತ್ಯೆ ಮಾಡಲಾಯಿತು. ಈ ಕಾರ್ಯಾಚರಣೆಯು ಜಗತ್ತನ್ನು ದಿಗ್ಭ್ರಮೆಗೊಳಿಸಿತ್ತು. ಬಿನ್ ಲಾಡೆನ್ ಪಾಕಿಸ್ತಾನದಲ್ಲಿ ಹೇಗೆ ಅಡಗಿಕೊಂಡಿದ್ದ ಮತ್ತು ಪಾಕಿಸ್ತಾನದ ಬಗ್ಗೆನ ವಿಶ್ವಾಸಾರ್ಹತೆ ಕುಸಿಯುವಂತೆ ಮಾಡಿತು. ನಂತರದ ದಶಕದ ಪ್ರಶ್ನೆಯೆಂದರೆ ಬಿನ್ ಲಾಡೆನ್ ಪಾಕಿಸ್ತಾನದ ಸೇನಾ ಅಕಾಡೆಮಿ ಬಳಿಯಲ್ಲೇ ವರ್ಷಗಟ್ಟಲೆ ನೆಲೆಸಿದ್ದು ಪಾಕಿಸ್ತಾನಕ್ಕೆ ಗೊತ್ತಿರಲಿಲ್ಲವೇ ಎಂಬುದು. ಈ ಪ್ರಶ್ನೆಗೆ ಮಾಜಿ ಅಧ್ಯಕ್ಷ ಆಸಿಫ್ ಅಲಿ ಜರ್ದಾರಿಯವರ ಆಪ್ತ ಸಹಾಯಕ ಫರ್ಹತುಲ್ಲಾ ಬಾಬರ್ ಬರೆದ 'ದಿ ಜರ್ದಾರಿ ಪ್ರೆಸಿಡೆನ್ಸಿ: ನೌ ಇಟ್ ಮಸ್ಟ್ ಬಿ ಟೋಲ್ಡ್' ಎಂಬ ಪುಸ್ತಕದಲ್ಲಿ ಉತ್ತರ ಸಿಕ್ಕಿದೆ. — [5, 140, 155, 515]
map-label-kittur: Kittur — [1031, 263, 1050, 271]
masthead — [2, 1, 1510, 50]
station-sign: ಬೆಳಗಾವಿ BELAGAVI — [1165, 269, 1218, 298]
masthead-rule — [2, 51, 1510, 53]
llb-photo — [157, 868, 472, 1099]
osama-story — [4, 57, 641, 816]
llb-col-1: ಕೊಲ್ಲಿಕೆಂಡ್ : ಕೊಲ್ಲಿಕೆಂಡ್‌ನ ಪರಿಯಂದ್ಲ 77 ವರ್ಷದ ನಿವೃತ್ತ ದೈಹಿಕ ಶಿಕ್ಷಣ ಶಿಕ್ಷಕ ಎಲ್‌ಎಲ್‌ಬಿ ಕೋರ್ಸ್‌ಗೆ ಪ್ರವೇಶ ಪಡೆಯುವ ಮೂಲಕ ಕಲಿಕೆಗೆ ವಯಸ್ಸು ಅಡ್ಡಿಯಲ್ಲ ಎಂಬುದನ್ನು ಸಾಬೀತುಪಡಿಸಿದ್ದಾರೆ. ಟಿ.ಕೆ. ನಾರಾಯಣನ್ ತಮ್ಮ ಬಾಲ್ಯದ ಕನಸನ್ನು ನನಸು ಮಾಡಲು ಮುಂದಾಗಿದ್ದಾರೆ. 'ನನಗೆ ಯಾವಾಗಲೂ ಕಾನೂನು ಓದುವ ಬಯಕೆ ಇತ್ತು' ಎಂದು ಅವರು ಹೇಳುತ್ತಾರೆ. ಅವರು ತಮ್ಮ ಪ್ರವೇಶದಲ್ಲಿ ಜಸ್ಟಿಸ್ ಕೃಷ್ಣನಾಯರ್ ಅವರಿಂದ ಪ್ರೇರಣೆ ಪಡೆದರು. ತಮ್ಮ ಕುಟುಂಬದ ಬೆಂಬಲದೊಂದಿಗೆ ಈ ಹೊಸ ಪ್ರಯಾಣ ಆರಂಭಿಸಿದ್ದಾರೆ. ತಮ್ಮ ಸಹಪಾಠಿಗಳ ಜೊತೆಗೆ ತರಗತಿಗಳಲ್ಲಿ ಭಾಗವಹಿಸುತ್ತಿದ್ದಾರೆ. 'ನನ್ನ 10 ನೇ ತರಗತಿ ಮುಗಿದ ನಂತರ, ನಾನು ದೈಹಿಕ ಶಿಕ್ಷಣ ಕೋರ್ಸ್‌ಗೆ ಸೇರಿಕೊಂಡೆ. ಕಾನೂನು ಕಲಿಯುವ ಆಸೆ ಹಾಗೆಯೇ ಉಳಿದಿತ್ತು. ಈಗ ನಿವೃತ್ತಿಯ ನಂತರ ಆ ಆಸೆ ಈಡೇರುತ್ತಿದೆ' ಎಂದು ನಾರಾಯಣನ್ ಹೇಳುತ್ತಾರೆ. — [5, 870, 151, 1198]
joshi-rule — [862, 743, 1508, 744]
railway-map-image — [940, 153, 1219, 335]
hostel-caption: ಅವರ ಕಿರುಚಾಟವು ಹಾಸ್ಟೆಲ್ ಅಧಿಕಾರಿಗಳ ಗಮನಕ್ಕೆ ಬಂತು. ಅಧಿಕಾರಿಗಳು ಅವರನ್ನು ತಕ್ಷಣವೇ ಹತ್ತಿರದ ಆಸ್ಪತ್ರೆಗೆ ಕರೆದೊಯ್ದರು. ನಂತರ ಅವರನ್ನು ವಿಶೇಷ ಚಿಕಿತ್ಸೆಗಾಗಿ ಫುಲ್ಬಾನಿಯಲ್ಲಿರುವ ಜಿಲ್ಲಾ ಆಸ್ಪತ್ರೆಗೆ ಸ್ಥಳಾಂತರಿಸಲಾಯಿತು. ಕಣ್ಣಿನ ಗುಡ್ಡೆಗಳಿಗೆ ಹಾನಿಯಾಗಿಲ್ಲ ಎಂದು ವೈದ್ಯರು ಹೇಳಿದ್ದಾರೆ. ಸಮಯಕ್ಕೆ ಸರಿಯಾಗಿ ವೈದ್ಯಕೀಯ ನೆರವು ನೀಡಲಾಗಿದೆ. — [920, 1401, 1224, 1460]
map-label-bagewadi: Bagewadi — [1025, 220, 1058, 228]
page-number: 4 — [6, 5, 38, 41]
belagavi-story — [646, 57, 1509, 664]
joshi-headline-1: ಸಾರ್ವಜನಿಕ ಸಭೆ ಕಾರ್ಯಕ್ರಮ ವಿಡಿಯೋ ಮಾಡಿದ ಪೊಲೀಸ್: — [960, 674, 1409, 701]
paresis-story — [4, 1525, 1509, 2420]
hostel-photo — [920, 1242, 1224, 1394]
llb-rule — [5, 861, 636, 862]
joshi-headline-2: ಪ್ರತಿಭಟನೆ ಎಚ್ಚರಿಕೆ ನೀಡಿದ ಸಂಸದ ಪ್ರಹ್ಲಾದ್ ಜೋಶಿ — [993, 708, 1377, 735]
